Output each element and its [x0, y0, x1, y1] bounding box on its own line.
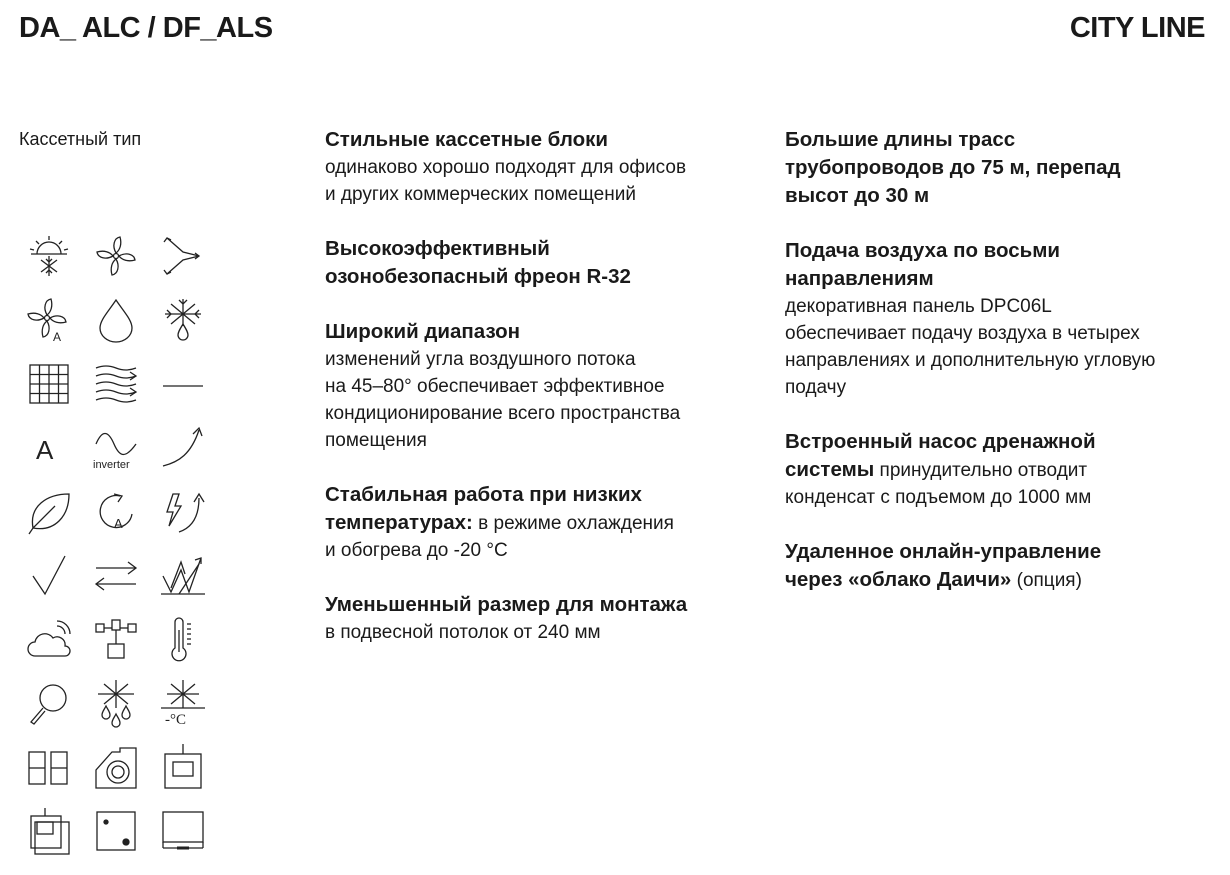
auto-mode-icon	[25, 424, 73, 472]
two-way-arrows-icon	[92, 552, 140, 600]
feature-block	[785, 538, 1215, 594]
snowflake-drops-icon	[92, 680, 140, 728]
feature-line	[325, 481, 745, 509]
model-title: DA_ ALC / DF_ALS	[19, 12, 273, 44]
auto-restart-icon	[92, 488, 140, 536]
snowflake-drop-icon	[159, 296, 207, 344]
check-icon	[25, 552, 73, 600]
restart-auto-label: A	[114, 516, 123, 531]
drop-icon	[92, 296, 140, 344]
feature-line	[785, 265, 1215, 293]
wired-controller-icon	[25, 808, 73, 856]
feature-line	[785, 484, 1215, 511]
feature-line	[325, 235, 745, 263]
feature-body-text: одинаково хорошо подходят для офисов	[325, 157, 687, 178]
inverter-label: inverter	[93, 459, 130, 471]
feature-block	[325, 235, 745, 291]
feature-body-text: принудительно отводит	[874, 460, 1088, 481]
feature-line	[785, 237, 1215, 265]
feature-body-text: и обогрева до -20 °С	[325, 540, 508, 561]
multi-swing-icon	[159, 552, 207, 600]
feature-body-text: обеспечивает подачу воздуха в четырех	[785, 323, 1140, 344]
feature-line	[785, 566, 1215, 594]
feature-line	[325, 509, 745, 537]
line-icon	[159, 360, 207, 408]
feature-heading-text: Встроенный насос дренажной	[785, 430, 1096, 453]
feature-heading-text: трубопроводов до 75 м, перепад	[785, 156, 1121, 179]
auto-fan-icon	[25, 296, 73, 344]
minus-c-label: -°C	[165, 712, 186, 728]
feature-body-text: изменений угла воздушного потока	[325, 349, 636, 370]
low-temp-snowflake-icon	[159, 680, 207, 728]
feature-body-text: на 45–80° обеспечивает эффективное	[325, 376, 665, 397]
feature-line	[325, 400, 745, 427]
feature-heading-text: Стабильная работа при низких	[325, 483, 642, 506]
feature-line	[785, 154, 1215, 182]
leaf-icon	[25, 488, 73, 536]
feature-line	[325, 619, 745, 646]
feature-line	[325, 318, 745, 346]
wifi-cloud-icon	[25, 616, 73, 664]
turbo-power-icon	[159, 488, 207, 536]
feature-body-text: в режиме охлаждения	[472, 513, 674, 534]
feature-body-text: (опция)	[1011, 570, 1082, 591]
feature-block	[325, 591, 745, 646]
feature-body-text: конденсат с подъемом до 1000 мм	[785, 487, 1092, 508]
feature-line	[325, 154, 745, 181]
thermometer-icon	[159, 616, 207, 664]
feature-block	[325, 318, 745, 454]
wind-icon	[92, 360, 140, 408]
feature-block	[325, 481, 745, 564]
feature-block	[785, 237, 1215, 401]
feature-body-text: помещения	[325, 430, 427, 451]
curved-arrow-icon	[159, 424, 207, 472]
feature-icon-grid	[25, 232, 207, 856]
feature-heading-text: Большие длины трасс	[785, 128, 1016, 151]
feature-line	[325, 126, 745, 154]
feature-line	[325, 591, 745, 619]
feature-heading-text: озонобезопасный фреон R-32	[325, 265, 631, 288]
feature-body-text: декоративная панель DPC06L	[785, 296, 1052, 317]
feature-block	[325, 126, 745, 208]
feature-line	[325, 537, 745, 564]
feature-body-text: направлениях и дополнительную угловую	[785, 350, 1156, 371]
feature-line	[785, 320, 1215, 347]
series-title: CITY LINE	[1069, 12, 1205, 44]
filter-grid-icon	[25, 360, 73, 408]
auto-label: A	[53, 330, 62, 344]
feature-line	[325, 263, 745, 291]
feature-heading-text: направлениям	[785, 267, 934, 290]
inverter-wave-icon	[92, 424, 140, 472]
feature-line	[785, 347, 1215, 374]
type-label: Кассетный тип	[19, 129, 142, 149]
feature-line	[785, 428, 1215, 456]
feature-body-text: и других коммерческих помещений	[325, 184, 636, 205]
feature-line	[785, 456, 1215, 484]
feature-line	[785, 182, 1215, 210]
airflow-swing-icon	[159, 232, 207, 280]
feature-heading-text: Уменьшенный размер для монтажа	[325, 593, 688, 616]
feature-heading-text: Высокоэффективный	[325, 237, 550, 260]
feature-block	[785, 428, 1215, 511]
network-icon	[92, 616, 140, 664]
feature-line	[785, 538, 1215, 566]
feature-block	[785, 126, 1215, 210]
features-middle-column	[325, 126, 745, 673]
feature-heading-text: Удаленное онлайн-управление	[785, 540, 1102, 563]
feature-heading-text: высот до 30 м	[785, 184, 930, 207]
feature-heading-text: системы	[785, 458, 875, 481]
feature-line	[325, 373, 745, 400]
feature-heading-text: Стильные кассетные блоки	[325, 128, 608, 151]
panel-icon	[159, 808, 207, 856]
feature-line	[785, 374, 1215, 401]
feature-heading-text: Широкий диапазон	[325, 320, 521, 343]
wall-controller-icon	[159, 744, 207, 792]
feature-body-text: в подвесной потолок от 240 мм	[325, 622, 601, 643]
feature-body-text: кондиционирование всего пространства	[325, 403, 681, 424]
feature-body-text: подачу	[785, 377, 847, 398]
display-panel-icon	[25, 744, 73, 792]
feature-line	[325, 181, 745, 208]
fan-icon	[92, 232, 140, 280]
sun-snowflake-icon	[25, 232, 73, 280]
feature-line	[785, 126, 1215, 154]
features-right-column	[785, 126, 1215, 621]
remote-icon	[92, 808, 140, 856]
search-icon	[25, 680, 73, 728]
feature-heading-text: температурах:	[325, 511, 473, 534]
feature-line	[325, 346, 745, 373]
feature-line	[325, 427, 745, 454]
feature-heading-text: через «облако Даичи»	[785, 568, 1012, 591]
auto-mode-label: A	[36, 435, 54, 465]
feature-line	[785, 293, 1215, 320]
drain-pump-icon	[92, 744, 140, 792]
feature-heading-text: Подача воздуха по восьми	[785, 239, 1061, 262]
